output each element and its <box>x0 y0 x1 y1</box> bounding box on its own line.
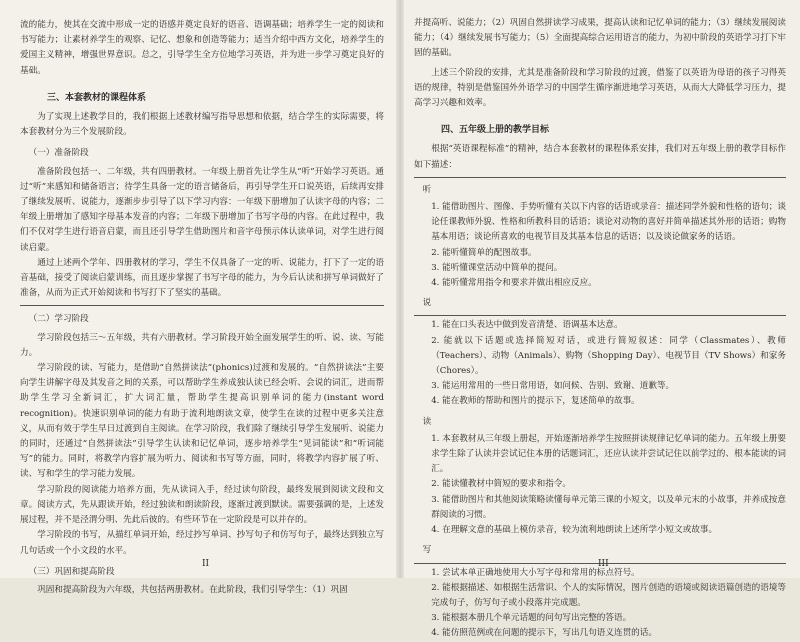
book-gutter <box>396 0 404 578</box>
paragraph: 学习阶段的阅读能力培养方面，先从读词入手，经过读句阶段，最终发展到阅读文段和文章。阅读方式，先从跟读开始，经过独读和朗读阶段，逐渐过渡到默读。需要强调的是，上述发展过程，并不是泾渭分明、先此后彼的。有些环节在一定阶段是可以并存的。 <box>20 484 384 526</box>
section-heading: 四、五年级上册的教学目标 <box>441 125 550 136</box>
list-item: 4. 能仿照范例或在问题的提示下，写出几句语义连贯的话。 <box>431 628 657 639</box>
list-item: 3. 能运用常用的一些日常用语，如问候、告别、致谢、道歉等。 <box>431 381 675 392</box>
skill-heading-listen: 听 <box>422 184 432 195</box>
page-number: III <box>598 558 609 569</box>
paragraph: 上述三个阶段的安排，尤其是准备阶段和学习阶段的过渡，借鉴了以英语为母语的孩子习得英语的规律，特别是借鉴国外外语学习的中国学生循序渐进地学习英语，从而大大降低学习压力，提高学习兴趣和效率。 <box>414 67 786 109</box>
divider <box>414 315 786 316</box>
list-item: 2. 能就以下话题或选择简短对话，或进行简短叙述：同学（Classmates）、教师（Teachers）、动物（Animals）、购物（Shopping Day）、电视节目（TV Shows）和家务（Chores）。 <box>431 335 786 377</box>
paragraph: 学习阶段的书写，从描红单词开始，经过抄写单词、抄写句子和仿写句子，最终达到独立写几句话或一个小文段的水平。 <box>20 530 384 556</box>
left-page <box>0 0 400 595</box>
list-item: 3. 能根据本册几个单元话题的问句写出完整的答语。 <box>431 613 632 624</box>
paragraph: 根据“英语课程标准”的精神，结合本套教材的课程体系安排，我们对五年级上册的教学目标作如下描述： <box>414 144 786 170</box>
list-item: 4. 在理解文意的基础上模仿录音，较为流利地朗读上述所学小短文或故事。 <box>431 525 718 536</box>
skill-heading-write: 写 <box>422 545 432 556</box>
list-item: 3. 能听懂课堂活动中简单的提问。 <box>431 262 563 273</box>
subsection-heading: （三）巩固和提高阶段 <box>28 566 115 577</box>
divider <box>414 177 786 178</box>
paragraph: 流的能力，使其在交流中形成一定的语感并奠定良好的语音、语调基础；培养学生一定的阅读和书写能力；让素材养学生的观察、记忆、想象和创造等能力；适当介绍中西方文化，培养学生的爱国主义精神，增强世界意识。总之，引导学生全方位地学习英语，并为进一步学习奠定良好的基础。 <box>20 20 384 76</box>
list-item: 1. 本套教材从三年级上册起，开始逐渐培养学生按照拼读规律记忆单词的能力。五年级上册要求学生除了认读并尝试记住本册的话题词汇，还应认读并尝试记住以前学过的、根本能读的词汇。 <box>431 433 786 475</box>
paragraph: 并提高听、说能力；（2）巩固自然拼读学习成果，提高认读和记忆单词的能力；（3）继续发展阅读能力；（4）继续发展书写能力；（5）全面提高综合运用语言的能力，为初中阶段的英语学习打下牢固的基础。 <box>414 18 786 59</box>
paragraph: 学习阶段包括三～五年级，共有六册教材。学习阶段开始全面发展学生的听、说、读、写能力。 <box>20 332 384 358</box>
section-heading: 三、本套教材的课程体系 <box>47 92 147 103</box>
skill-heading-speak: 说 <box>422 298 432 309</box>
paragraph: 学习阶段的读、写能力，是借助“自然拼读法”(phonics)过渡和发展的。“自然拼读法”主要向学生讲解字母及其发音之间的关系，可以帮助学生养成独认读已经会听、会说的词汇，进而帮助学生学习全新词汇，扩大词汇量，帮助学生提高识别单词的能力(instant word recognition)。快速识别单词的能力有助于流利地朗读文章，使学生在读的过程中更多关注意义，从而有效于学生早日过渡到自主阅读。在学习阶段，我们除了继续引导学生发展听、说能力的同时，还通过“自然拼读法”引导学生认读和记忆单词，逐步培养学生“见词能读”和“听词能写”的能力。同时，将教学内容扩展为听力、阅读和书写等方面，同时，将教学内容扩展了听、读、写和学生的学习能力发展。 <box>20 363 384 480</box>
list-item: 3. 能借助图片和其他阅读策略读懂每单元第三课的小短文，以及单元末的小故事，并养成按意群阅读的习惯。 <box>431 494 786 520</box>
list-item: 1. 能借助图片、图像、手势听懂有关以下内容的话语或录音：描述同学外貌和性格的语句；谈论任课教师外貌、性格和所教科目的话语；谈论对动物的喜好并简单描述其外形的话语；购物基本用语；谈论所喜欢的电视节目及其基本信息的话语；以及谈论做家务的话语。 <box>431 202 786 243</box>
paragraph: 准备阶段包括一、二年级，共有四册教材。一年级上册首先让学生从“听”开始学习英语。通过“听”来感知和储备语言；待学生具备一定的语言储备后，再引导学生开口说英语，后续再安排了继续发展听、说能力，逐渐步步引导了以下学习内容：一年级下册增加了认读字母的内容；二年级上册增加了感知字母基本发音的内容；二年级下册增加了书写字母的内容。在此过程中，我们不仅对学生进行语音启蒙，而且还引导学生借助图片和音字母预示体认读单词，对学生进行阅读启蒙。 <box>20 166 384 253</box>
list-item: 4. 能听懂常用指令和要求并做出相应反应。 <box>431 278 597 289</box>
list-item: 1. 能在口头表达中做到发音清楚、语调基本达意。 <box>431 320 623 331</box>
list-item: 4. 能在教师的帮助和图片的提示下，复述简单的故事。 <box>431 396 640 407</box>
subsection-heading: （一）准备阶段 <box>28 148 89 159</box>
divider <box>20 305 384 306</box>
list-item: 2. 能根据描述、如根据生活常识、个人的实际情况，图片创造的语境或阅读语篇创造的语境等完成句子，仿写句子或小段落并完成题。 <box>431 582 786 608</box>
subsection-heading: （二）学习阶段 <box>28 314 89 325</box>
paragraph: 巩固和提高阶段为六年级，共包括两册教材。在此阶段，我们引导学生：（1）巩固 <box>37 584 348 595</box>
paragraph: 为了实现上述教学目的，我们根据上述教材编写指导思想和依据，结合学生的实际需要，将本套教材分为三个发展阶段。 <box>20 112 384 138</box>
right-page <box>400 0 800 639</box>
skill-heading-read: 读 <box>422 416 432 427</box>
paragraph: 通过上述两个学年、四册教材的学习，学生不仅具备了一定的听、说能力，打下了一定的语音基础，接受了阅读启蒙训练，而且逐步掌握了书写字母的能力，为今后认读和拼写单词做好了准备，从而为正式开始阅读和书写打下了坚实的基础。 <box>20 257 384 299</box>
list-item: 2. 能听懂简单的配图故事。 <box>431 247 537 258</box>
list-item: 1. 尝试本单正确地使用大小写字母和常用的标点符号。 <box>431 567 640 578</box>
list-item: 2. 能读懂教材中简短的要求和指令。 <box>431 479 572 490</box>
page-number: II <box>202 558 210 569</box>
